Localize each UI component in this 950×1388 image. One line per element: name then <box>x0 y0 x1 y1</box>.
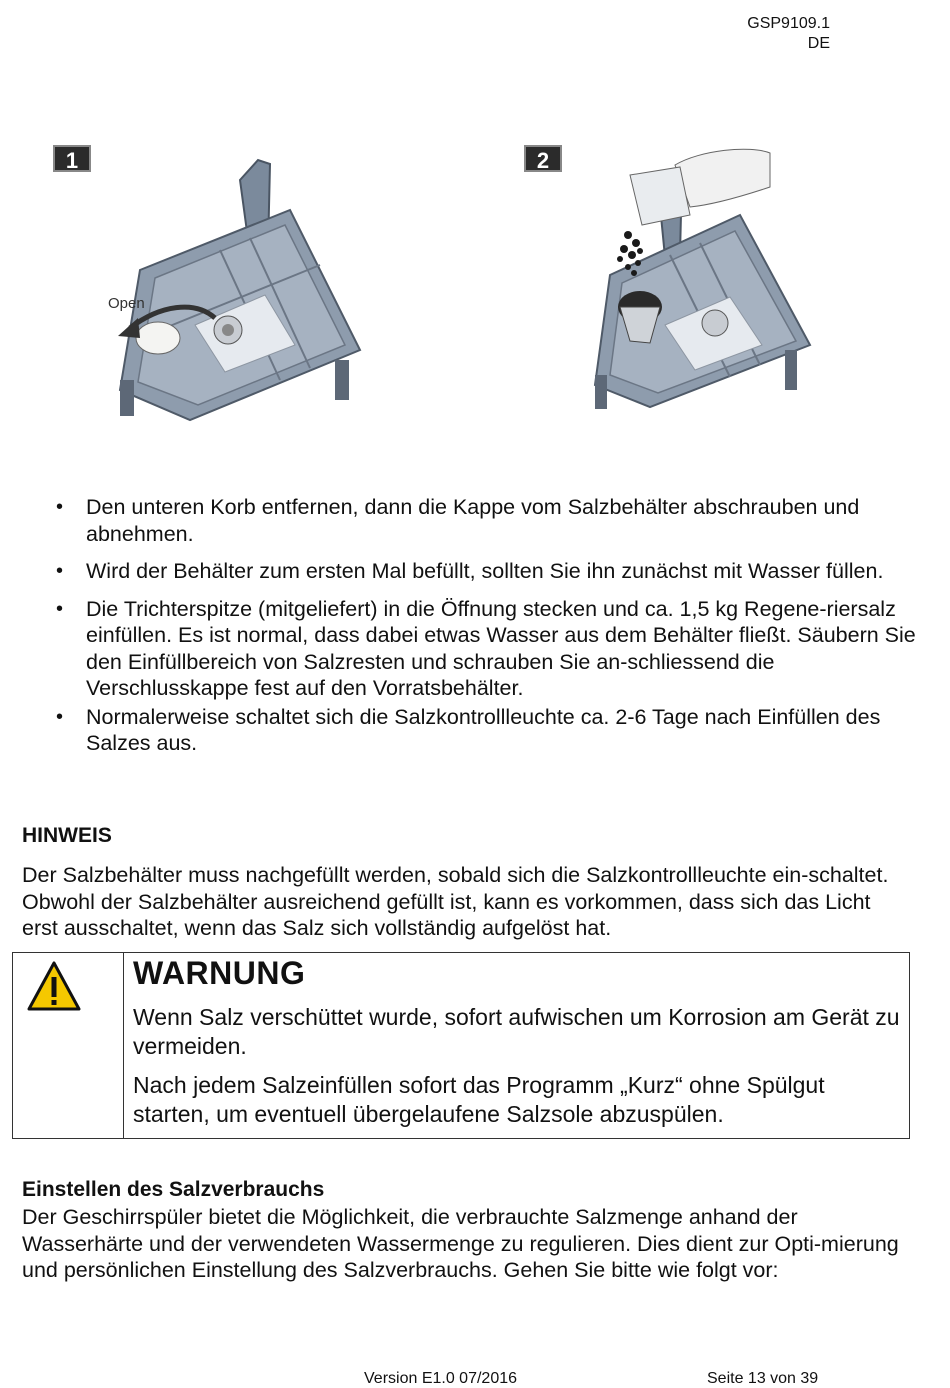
section-title: Einstellen des Salzverbrauchs <box>22 1178 325 1201</box>
list-item: • Den unteren Korb entfernen, dann die Kappe vom Salzbehälter abschrauben und abnehmen. <box>48 494 918 547</box>
warning-triangle-icon <box>25 957 83 1015</box>
section-text: Der Geschirrspüler bietet die Möglichkeit, die verbrauchte Salzmenge anhand der Wasserhärte und der verwendeten Wassermenge zu regulieren. Dies dient zur Opti-mierung und persönlichen Einstellung des Salzverbrauchs. Gehen Sie bitte wie folgt vor: <box>22 1205 899 1282</box>
list-item: • Die Trichterspitze (mitgeliefert) in die Öffnung stecken und ca. 1,5 kg Regene-riersalz einfüllen. Es ist normal, dass dabei etwas Wasser aus dem Behälter fließt. Säubern Sie den Einfüllbereich von Salzresten und schrauben Sie an-schliessend die Verschlusskappe fest auf den Vorratsbehälter. <box>48 596 918 702</box>
warning-title: WARNUNG <box>133 955 306 991</box>
figure-2-filling-salt <box>580 145 815 415</box>
list-item: • Wird der Behälter zum ersten Mal befüllt, sollten Sie ihn zunächst mit Wasser füllen. <box>48 558 918 585</box>
warning-divider <box>123 953 124 1138</box>
warning-text-1: Wenn Salz verschüttet wurde, sofort aufwischen um Korrosion am Gerät zu vermeiden. <box>133 1004 900 1059</box>
figure-1-open-label: Open <box>108 295 145 312</box>
instruction-list <box>48 494 918 768</box>
warning-text-2: Nach jedem Salzeinfüllen sofort das Programm „Kurz“ ohne Spülgut starten, um eventuell übergelaufene Salzsole abzuspülen. <box>133 1072 825 1127</box>
note-title: HINWEIS <box>22 824 112 847</box>
model-number: GSP9109.1 <box>747 15 830 32</box>
figure-2-number: 2 <box>524 145 562 172</box>
footer-version: Version E1.0 07/2016 <box>364 1370 518 1387</box>
page-header <box>747 14 830 54</box>
figure-1-number: 1 <box>53 145 91 172</box>
note-text: Der Salzbehälter muss nachgefüllt werden, sobald sich die Salzkontrollleuchte ein-schaltet. Obwohl der Salzbehälter ausreichend gefüllt ist, kann es vorkommen, dass sich das Licht erst ausschaltet, wenn das Salz sich vollständig aufgelöst hat. <box>22 863 889 940</box>
language-code: DE <box>807 35 830 52</box>
list-item: • Normalerweise schaltet sich die Salzkontrollleuchte ca. 2-6 Tage nach Einfüllen des Salzes aus. <box>48 704 918 757</box>
figure-1-open-salt-container <box>100 150 440 440</box>
warning-box <box>12 952 910 1139</box>
footer-page-number: Seite 13 von 39 <box>707 1370 819 1387</box>
